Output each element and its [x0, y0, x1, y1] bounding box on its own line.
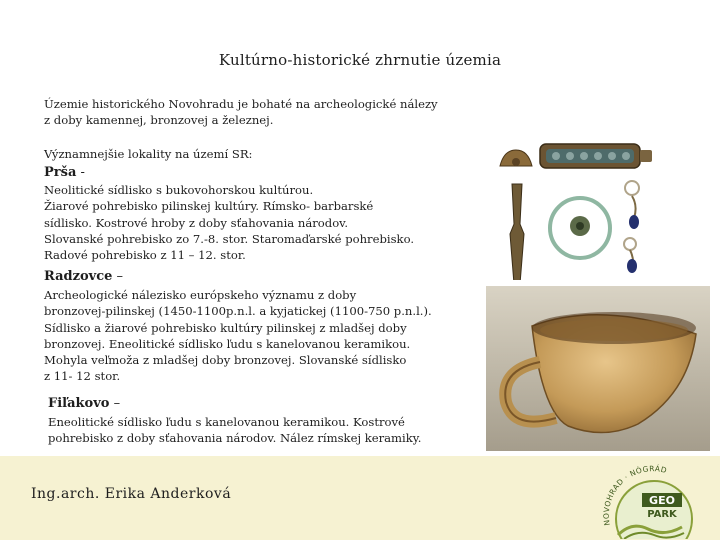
text-line: Radové pohrebisko z 11 – 12. stor. — [44, 248, 246, 263]
site-name: Radzovce — [44, 269, 113, 284]
text-line: Archeologické nálezisko európskeho významu z doby — [44, 288, 357, 302]
text-line: sídlisko. Kostrové hroby z doby sťahovania národov. — [44, 215, 349, 230]
site-heading-prsa — [44, 165, 85, 180]
site-text-filakovo — [48, 414, 468, 447]
text-line: Mohyla veľmoža z mladšej doby bronzovej. Slovanské sídlisko — [44, 353, 407, 368]
intro-line: Územie historického Novohradu je bohaté na archeologické nálezy — [44, 97, 438, 111]
geopark-logo — [596, 455, 706, 539]
logo-arc-text: NOVOHRAD · NÓGRÁD — [601, 464, 669, 527]
text-line: Sídlisko a žiarové pohrebisko kultúry pilinskej z mladšej doby — [44, 320, 407, 335]
site-dash: – — [112, 269, 124, 284]
logo-geo-text: GEO — [649, 494, 675, 507]
text-line: Žiarové pohrebisko pilinskej kultúry. Rímsko- barbarské — [44, 199, 374, 214]
intro-paragraph — [44, 96, 474, 129]
text-line: pohrebisko z doby sťahovania národov. Nález rímskej keramiky. — [48, 431, 422, 446]
site-text-prsa — [44, 182, 444, 263]
author-name: Ing.arch. Erika Anderková — [31, 486, 232, 502]
text-line: Eneolitické sídlisko ľudu s kanelovanou keramikou. Kostrové — [48, 415, 405, 429]
text-line: Neolitické sídlisko s bukovohorskou kultúrou. — [44, 183, 314, 197]
slide-title: Kultúrno-historické zhrnutie územia — [218, 51, 502, 69]
site-text-radzovce — [44, 287, 454, 385]
text-line: Slovanské pohrebisko zo 7.-8. stor. Staromaďarské pohrebisko. — [44, 231, 415, 246]
text-line: bronzovej. Eneolitické sídlisko ľudu s kanelovanou keramikou. — [44, 336, 411, 351]
site-heading-filakovo — [48, 396, 120, 411]
ceramic-vessel-photo — [486, 286, 710, 451]
site-name: Prša — [44, 165, 77, 180]
intro-line: z doby kamennej, bronzovej a železnej. — [44, 113, 274, 128]
site-heading-radzovce — [44, 269, 123, 284]
text-line: bronzovej-pilinskej (1450-1100p.n.l. a kyjatickej (1100-750 p.n.l.). — [44, 304, 432, 319]
sites-lead: Významnejšie lokality na území SR: — [44, 147, 253, 161]
logo-park-text: PARK — [647, 509, 677, 520]
site-dash: - — [76, 165, 85, 180]
site-dash: – — [109, 396, 121, 411]
artifacts-photo — [482, 104, 684, 280]
text-line: z 11- 12 stor. — [44, 369, 121, 384]
site-name: Fiľakovo — [48, 396, 110, 411]
